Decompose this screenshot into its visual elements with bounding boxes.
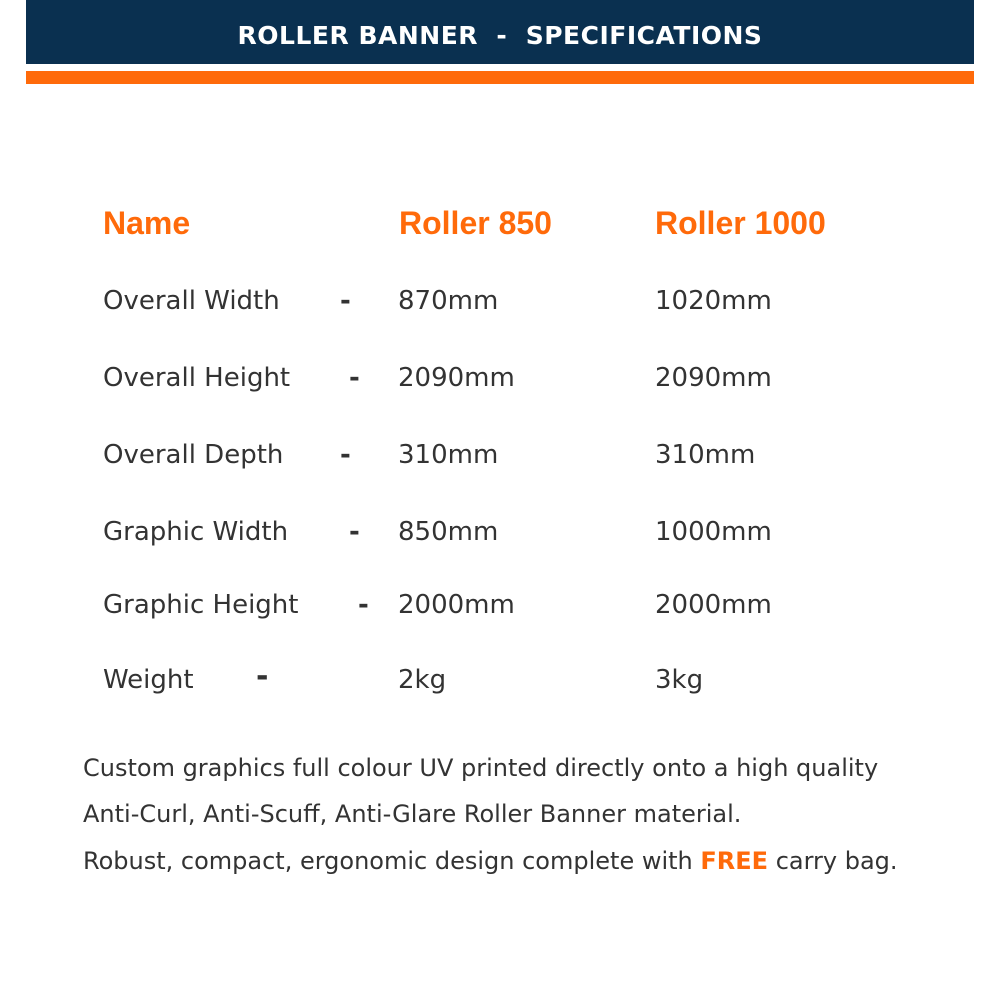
header-accent-stripe (26, 71, 974, 84)
description-line-3-start: Robust, compact, ergonomic design complete with (83, 847, 701, 875)
row-value-roller-850: 870mm (398, 286, 499, 316)
free-highlight: FREE (700, 847, 769, 875)
row-dash: - (340, 440, 351, 470)
row-value-roller-850: 2kg (398, 665, 447, 695)
row-value-roller-1000: 310mm (655, 440, 756, 470)
page-title: ROLLER BANNER - SPECIFICATIONS (237, 20, 763, 50)
row-dash: - (349, 517, 360, 547)
header-bar (26, 0, 974, 64)
column-header-roller-1000: Roller 1000 (655, 205, 826, 241)
row-label-graphic-width: Graphic Width (103, 517, 289, 547)
column-header-roller-850: Roller 850 (399, 205, 552, 241)
column-header-name: Name (103, 205, 191, 241)
row-label-overall-depth: Overall Depth (103, 440, 284, 470)
row-value-roller-850: 2000mm (398, 590, 515, 620)
row-value-roller-1000: 2090mm (655, 363, 772, 393)
row-label-overall-width: Overall Width (103, 286, 280, 316)
description-line-1: Custom graphics full colour UV printed directly onto a high quality (83, 754, 879, 782)
row-dash: - (358, 590, 369, 620)
row-value-roller-850: 2090mm (398, 363, 515, 393)
row-label-overall-height: Overall Height (103, 363, 291, 393)
row-value-roller-1000: 2000mm (655, 590, 772, 620)
description-line-3 (83, 846, 898, 876)
row-value-roller-850: 310mm (398, 440, 499, 470)
row-dash: - (340, 286, 351, 316)
row-value-roller-1000: 3kg (655, 665, 704, 695)
row-value-roller-1000: 1020mm (655, 286, 772, 316)
row-dash: - (349, 363, 360, 393)
row-value-roller-1000: 1000mm (655, 517, 772, 547)
row-dash: - (256, 659, 269, 694)
description-line-3-end: carry bag. (768, 847, 898, 875)
row-label-weight: Weight (103, 665, 194, 695)
description-line-2: Anti-Curl, Anti-Scuff, Anti-Glare Roller Banner material. (83, 800, 742, 828)
row-value-roller-850: 850mm (398, 517, 499, 547)
row-label-graphic-height: Graphic Height (103, 590, 299, 620)
